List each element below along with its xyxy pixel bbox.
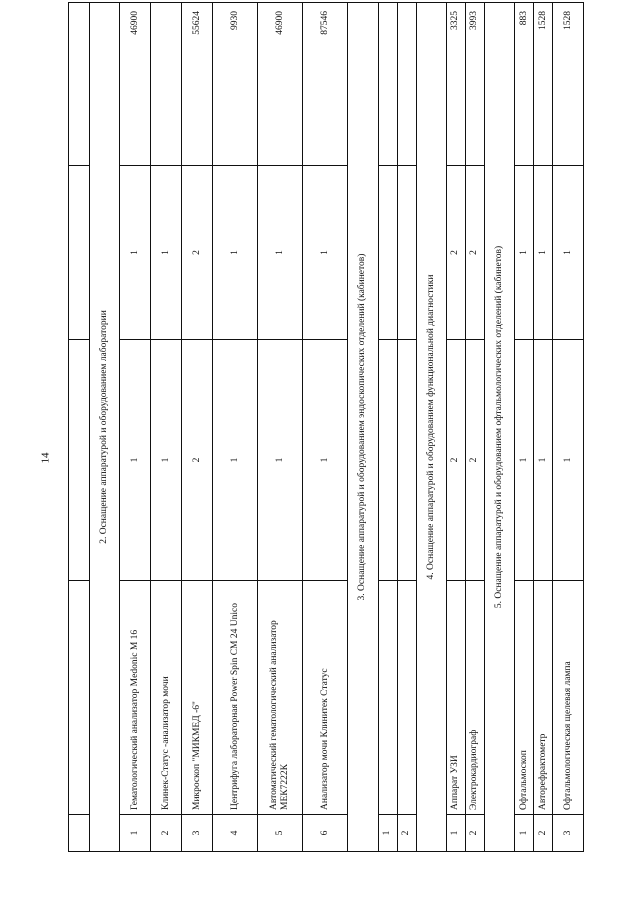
price: 1528	[534, 3, 553, 166]
section-2-title: 2. Оснащение аппаратурой и оборудованием лаборатории	[90, 3, 120, 852]
price	[397, 3, 416, 166]
table-row	[553, 3, 584, 852]
quantity-planned: 2	[465, 340, 484, 581]
table-row	[258, 3, 303, 852]
equipment-name: Офтальмоскоп	[515, 581, 534, 815]
equipment-name: Авторефрактометр	[534, 581, 553, 815]
quantity-actual: 1	[120, 166, 151, 340]
equipment-name: Анализатор мочи Клинитек Статус	[303, 581, 348, 815]
quantity-planned: 1	[120, 340, 151, 581]
section-4-title: 4. Оснащение аппаратурой и оборудованием функциональной диагностики	[416, 3, 446, 852]
price: 55624	[182, 3, 213, 166]
row-number: 2	[151, 815, 182, 852]
quantity-actual: 1	[553, 166, 584, 340]
row-number: 6	[303, 815, 348, 852]
price: 883	[515, 3, 534, 166]
equipment-table-rotated	[68, 11, 584, 852]
quantity-planned: 2	[182, 340, 213, 581]
row-number: 1	[378, 815, 397, 852]
quantity-planned	[378, 340, 397, 581]
price: 46900	[258, 3, 303, 166]
quantity-actual: 1	[151, 166, 182, 340]
quantity-planned	[397, 340, 416, 581]
equipment-name: Гематологический анализатор Medonic M 16	[120, 581, 151, 815]
table-row	[515, 3, 534, 852]
table-row	[182, 3, 213, 852]
quantity-planned: 1	[515, 340, 534, 581]
quantity-actual	[397, 166, 416, 340]
quantity-planned: 1	[258, 340, 303, 581]
equipment-table	[68, 2, 584, 852]
price: 3993	[465, 3, 484, 166]
quantity-planned: 1	[534, 340, 553, 581]
section-title-row	[484, 3, 514, 852]
row-number: 1	[515, 815, 534, 852]
quantity-planned: 1	[553, 340, 584, 581]
table-header-row	[69, 3, 90, 852]
table-row	[151, 3, 182, 852]
equipment-name: Автоматический гематологический анализатор МЕК7222К	[258, 581, 303, 815]
quantity-actual: 1	[534, 166, 553, 340]
quantity-actual: 2	[465, 166, 484, 340]
row-number: 3	[553, 815, 584, 852]
equipment-name: Клинек-Статус -анализатор мочи	[151, 581, 182, 815]
price: 3325	[446, 3, 465, 166]
row-number: 1	[120, 815, 151, 852]
table-row	[465, 3, 484, 852]
row-number: 1	[446, 815, 465, 852]
quantity-actual: 2	[182, 166, 213, 340]
equipment-name	[378, 581, 397, 815]
price	[151, 3, 182, 166]
table-row	[397, 3, 416, 852]
quantity-actual: 1	[515, 166, 534, 340]
quantity-actual	[378, 166, 397, 340]
price	[378, 3, 397, 166]
section-5-title: 5. Оснащение аппаратурой и оборудованием офтальмологических отделений (кабинетов)	[484, 3, 514, 852]
row-number: 3	[182, 815, 213, 852]
row-number: 4	[213, 815, 258, 852]
table-row	[446, 3, 465, 852]
equipment-name: Аппарат УЗИ	[446, 581, 465, 815]
row-number: 2	[397, 815, 416, 852]
table-row	[378, 3, 397, 852]
section-3-title: 3. Оснащение аппаратурой и оборудованием эндоскопических отделений (кабинетов)	[348, 3, 378, 852]
page-number: 14	[39, 452, 52, 464]
price: 1528	[553, 3, 584, 166]
section-title-row	[348, 3, 378, 852]
section-title-row	[90, 3, 120, 852]
equipment-name: Центрифуга лабораторная Power Spin CM 24 Unico	[213, 581, 258, 815]
table-row	[303, 3, 348, 852]
table-row	[120, 3, 151, 852]
quantity-actual: 2	[446, 166, 465, 340]
row-number: 5	[258, 815, 303, 852]
section-title-row	[416, 3, 446, 852]
equipment-name: Электрокардиограф	[465, 581, 484, 815]
price: 87546	[303, 3, 348, 166]
quantity-planned: 1	[303, 340, 348, 581]
price: 9930	[213, 3, 258, 166]
quantity-planned: 2	[446, 340, 465, 581]
quantity-actual: 1	[303, 166, 348, 340]
quantity-planned: 1	[213, 340, 258, 581]
quantity-actual: 1	[213, 166, 258, 340]
table-row	[213, 3, 258, 852]
price: 46900	[120, 3, 151, 166]
row-number: 2	[465, 815, 484, 852]
row-number: 2	[534, 815, 553, 852]
table-row	[534, 3, 553, 852]
equipment-name	[397, 581, 416, 815]
quantity-actual: 1	[258, 166, 303, 340]
equipment-name: Микроскоп "МИКМЕД -6"	[182, 581, 213, 815]
equipment-name: Офтальмологическая щелевая лампа	[553, 581, 584, 815]
quantity-planned: 1	[151, 340, 182, 581]
